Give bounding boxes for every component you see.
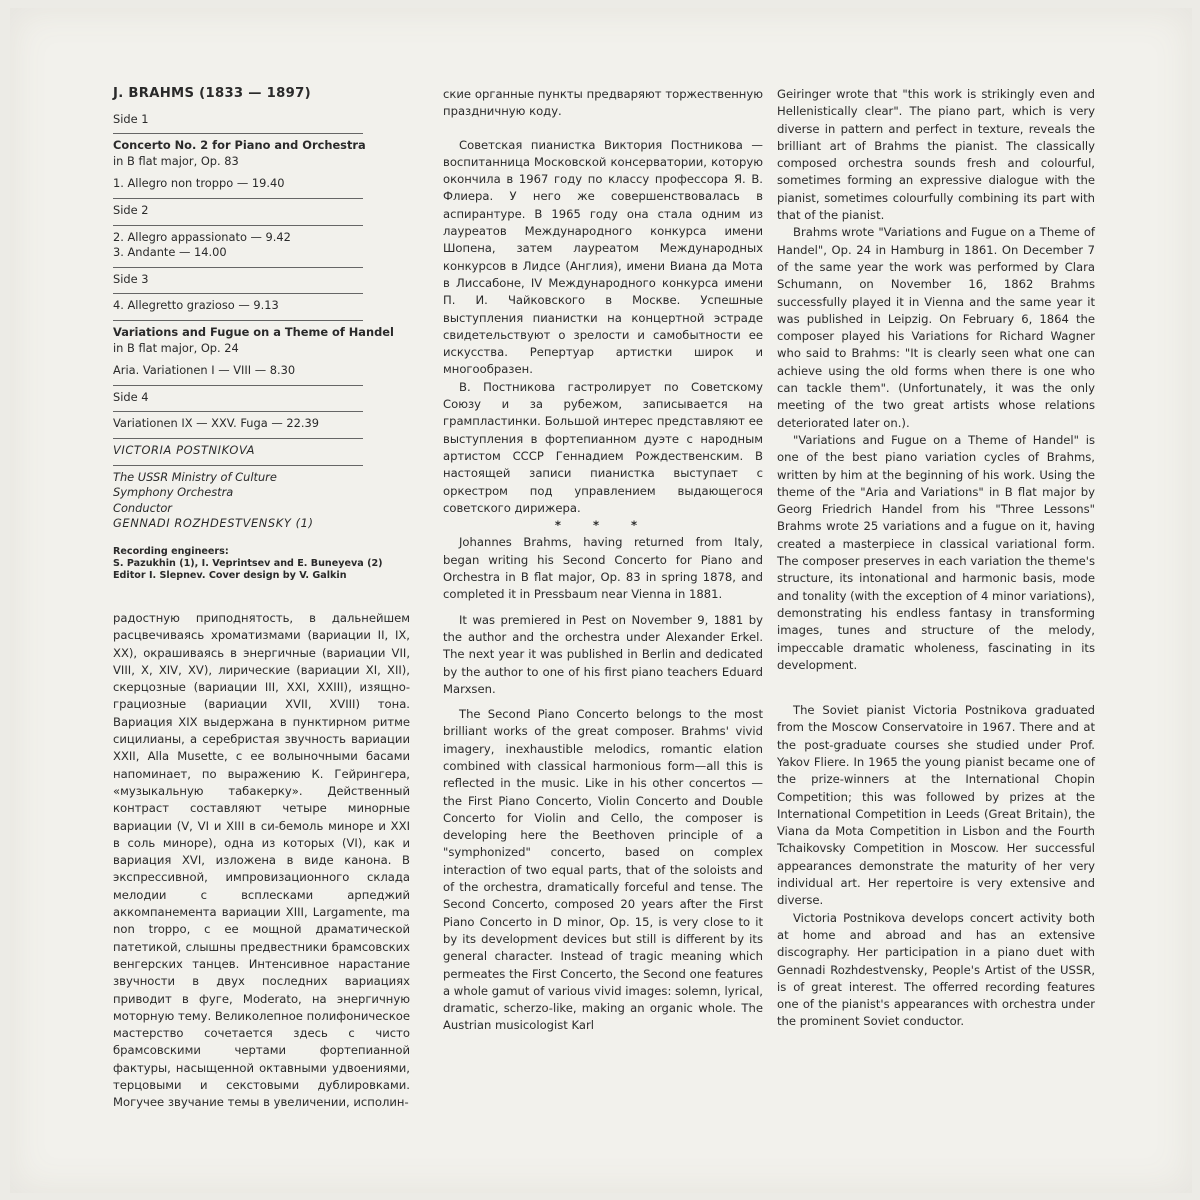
divider bbox=[113, 320, 363, 321]
english-paragraph: Johannes Brahms, having returned from Italy, began writing his Second Concerto for Piano and Orchestra in B flat major, Op. 83 in spring 1878, and completed it in Pressbaum near Vienna in 1881. bbox=[443, 535, 763, 602]
track-6: Variationen IX — XXV. Fuga — 22.39 bbox=[113, 416, 319, 431]
track-5: Aria. Variationen I — VIII — 8.30 bbox=[113, 363, 296, 378]
concerto-key: in B flat major, Op. 83 bbox=[113, 153, 239, 168]
conductor-label: Conductor bbox=[113, 500, 172, 515]
variations-title: Variations and Fugue on a Theme of Handel bbox=[113, 324, 394, 339]
english-paragraph: Geiringer wrote that "this work is strikingly even and Hellenistically clear". The piano part, which is very diverse in pattern and perfect in texture, reveals the brilliant art of Brahms the pianist. The classically composed orchestra sounds fresh and colourful, sometimes forming an expressive dialogue with the pianist, sometimes colourfully combining its part with that of the pianist. bbox=[777, 87, 1095, 223]
english-paragraph: The Second Piano Concerto belongs to the most brilliant works of the great composer. Brahms' vivid imagery, inexhaustible melodics, romantic elation combined with classical harmonious form—all this is reflected in the music. Like in his other concertos — the First Piano Concerto, Violin Concerto and Double Concerto for Violin and Cello, the composer is developing here the Beethoven principle of a "symphonized" concerto, based on complex interaction of two equal parts, that of the soloists and of the orchestra, dramatically forceful and tense. The Second Concerto, composed 20 years after the First Piano Concerto in D minor, Op. 15, is very close to it by its development devices but still is different by its general character. Instead of tragic meaning which permeates the First Concerto, the Second one features a whole gamut of various vivid images: solemn, lyrical, dramatic, scherzo-like, making an organic whole. The Austrian musicologist Karl bbox=[443, 707, 763, 1033]
side-3-label: Side 3 bbox=[113, 271, 149, 286]
credits-line-3: Editor I. Slepnev. Cover design by V. Galkin bbox=[113, 570, 347, 582]
track-4: 4. Allegretto grazioso — 9.13 bbox=[113, 298, 279, 313]
divider bbox=[113, 293, 363, 294]
side-1-label: Side 1 bbox=[113, 111, 149, 126]
russian-paragraph: Советская пианистка Виктория Постникова — воспитанница Московской консерватории, которую окончила в 1967 году по классу профессора Я. В. Флиера. У него же совершенствовалась в аспирантуре. В 1965 году она стала одним из лауреатов Международного конкурса имени Шопена, затем лауреатом Международных конкурсов в Лидсе (Англия), имени Виана да Мота в Лиссабоне, IV Международного конкурса имени П. И. Чайковского в Москве. Успешные выступления пианистки на концертной эстраде свидетельствуют о зрелости и самобытности ее искусства. Репертуар артистки широк и многообразен. bbox=[443, 137, 763, 377]
english-paragraph: Victoria Postnikova develops concert activity both at home and abroad and has an extensive discography. Her participation in a piano duet with Gennadi Rozhdestvensky, People's Artist of the USSR, is of great interest. The offerred recording features one of the pianist's appearances with orchestra under the prominent Soviet conductor. bbox=[777, 910, 1095, 1029]
column-3 bbox=[777, 86, 1095, 1031]
track-3: 3. Andante — 14.00 bbox=[113, 245, 227, 260]
russian-paragraph: ские органные пункты предваряют торжественную праздничную коду. bbox=[443, 87, 763, 119]
russian-paragraph: В. Постникова гастролирует по Советскому Союзу и за рубежом, записывается на грампластинки. Большой интерес представляют ее выступления в фортепианном дуэте с народным артистом СССР Геннадием Рождественским. В настоящей записи пианистка выступает с оркестром под управлением выдающегося советского дирижера. bbox=[443, 379, 763, 515]
concerto-title: Concerto No. 2 for Piano and Orchestra bbox=[113, 138, 366, 153]
variations-key: in B flat major, Op. 24 bbox=[113, 340, 239, 355]
orchestra-line-2: Symphony Orchestra bbox=[113, 485, 234, 500]
side-2-label: Side 2 bbox=[113, 202, 149, 217]
divider bbox=[113, 225, 363, 226]
orchestra-line-1: The USSR Ministry of Culture bbox=[113, 469, 277, 484]
credits-line-2: S. Pazukhin (1), I. Veprintsev and E. Buneyeva (2) bbox=[113, 558, 383, 570]
english-paragraph: It was premiered in Pest on November 9, 1881 by the author and the orchestra under Alexander Erkel. The next year it was published in Berlin and dedicated by the author to one of his first piano teachers Eduard Marxsen. bbox=[443, 612, 763, 696]
divider bbox=[113, 438, 363, 439]
track-1: 1. Allegro non troppo — 19.40 bbox=[113, 176, 285, 191]
composer-title: J. BRAHMS (1833 — 1897) bbox=[113, 86, 311, 101]
side-4-label: Side 4 bbox=[113, 389, 149, 404]
divider bbox=[113, 385, 363, 386]
divider bbox=[113, 267, 363, 268]
divider bbox=[113, 465, 363, 466]
divider bbox=[113, 198, 363, 199]
column-2 bbox=[443, 86, 763, 1035]
russian-text-continued bbox=[113, 610, 410, 1112]
divider bbox=[113, 411, 363, 412]
credits-line-1: Recording engineers: bbox=[113, 545, 229, 557]
tracklist bbox=[113, 86, 410, 582]
english-paragraph: The Soviet pianist Victoria Postnikova graduated from the Moscow Conservatoire in 1967. There and at the post-graduate courses she studied under Prof. Yakov Fliere. In 1965 the young pianist became one of the prize-winners at the International Chopin Competition; this was followed by prizes at the International Competition in Leeds (Great Britain), the Viana da Mota Competition in Lisbon and the Fourth Tchaikovsky Competition in Moscow. Her successful appearances demonstrate the maturity of her very individual art. Her repertoire is very extensive and diverse. bbox=[777, 703, 1095, 908]
english-paragraph: Brahms wrote "Variations and Fugue on a Theme of Handel", Op. 24 in Hamburg in 1861. On December 7 of the same year the work was performed by Clara Schumann, on November 16, 1862 Brahms successfully played it in Vienna and the same year it was published in Leipzig. On February 6, 1864 the composer played his Variations for Richard Wagner who said to Brahms: "It is clearly seen what one can achieve using the old forms when there is one who can tackle them". (Unfortunately, it was the only meeting of the two great artists whose relations deteriorated later on.). bbox=[777, 225, 1095, 430]
credits bbox=[113, 546, 410, 583]
russian-paragraph: радостную приподнятость, в дальнейшем расцвечиваясь хроматизмами (вариации II, IX, XX), окрашиваясь в энергичные (вариации VII, VIII, X, XIV, XV), лирические (вариации XI, XII), скерцозные (вариации III, XXI, XXIII), изящно-грациозные (вариации XVII, XVIII) тона. Вариация XIX выдержана в пунктирном ритме сицилианы, а серебристая звучность вариации XXII, Alla Musette, с ее волыночными басами напоминает, по выражению К. Гейрингера, «музыкальную табакерку». Действенный контраст составляют четыре минорные вариации (V, VI и XIII в си-бемоль миноре и XXI в соль миноре), одна из которых (VI), как и вариация XVI, изложена в виде канона. В экспрессивной, импровизационного склада мелодии с всплесками арпеджий аккомпанемента вариации XIII, Largamente, ma non troppo, с ее мощной драматической патетикой, слышны предвестники брамсовских венгерских танцев. Интенсивное нарастание звучности в двух последних вариациях приводит в фуге, Moderato, на энергичную моторную тему. Великолепное полифоническое мастерство сочетается здесь с чисто брамсовскими чертами фортепианной фактуры, насыщенной октавными удвоениями, терцовыми и секстовыми дублировками. Могучее звучание темы в увеличении, исполин- bbox=[113, 611, 410, 1110]
english-paragraph: "Variations and Fugue on a Theme of Handel" is one of the best piano variation cycles of Brahms, written by him at the beginning of his work. Using the theme of the "Aria and Variations" in B flat major by Georg Friedrich Handel from his "Three Lessons" Brahms wrote 25 variations and a fugue on it, having created a masterpiece in classical variational form. The composer preserves in each variation the theme's structure, its intonational and harmonic basis, mode and tonality (with the exception of 4 minor variations), demonstrating his endless fantasy in transforming images, tunes and structure of the melody, impeccable dramatic wholeness, fascinating in its development. bbox=[777, 432, 1095, 672]
section-separator: * * * bbox=[554, 518, 652, 533]
track-2: 2. Allegro appassionato — 9.42 bbox=[113, 229, 291, 244]
divider bbox=[113, 133, 363, 134]
conductor-name: GENNADI ROZHDESTVENSKY (1) bbox=[113, 516, 314, 531]
soloist-name: VICTORIA POSTNIKOVA bbox=[113, 442, 255, 457]
